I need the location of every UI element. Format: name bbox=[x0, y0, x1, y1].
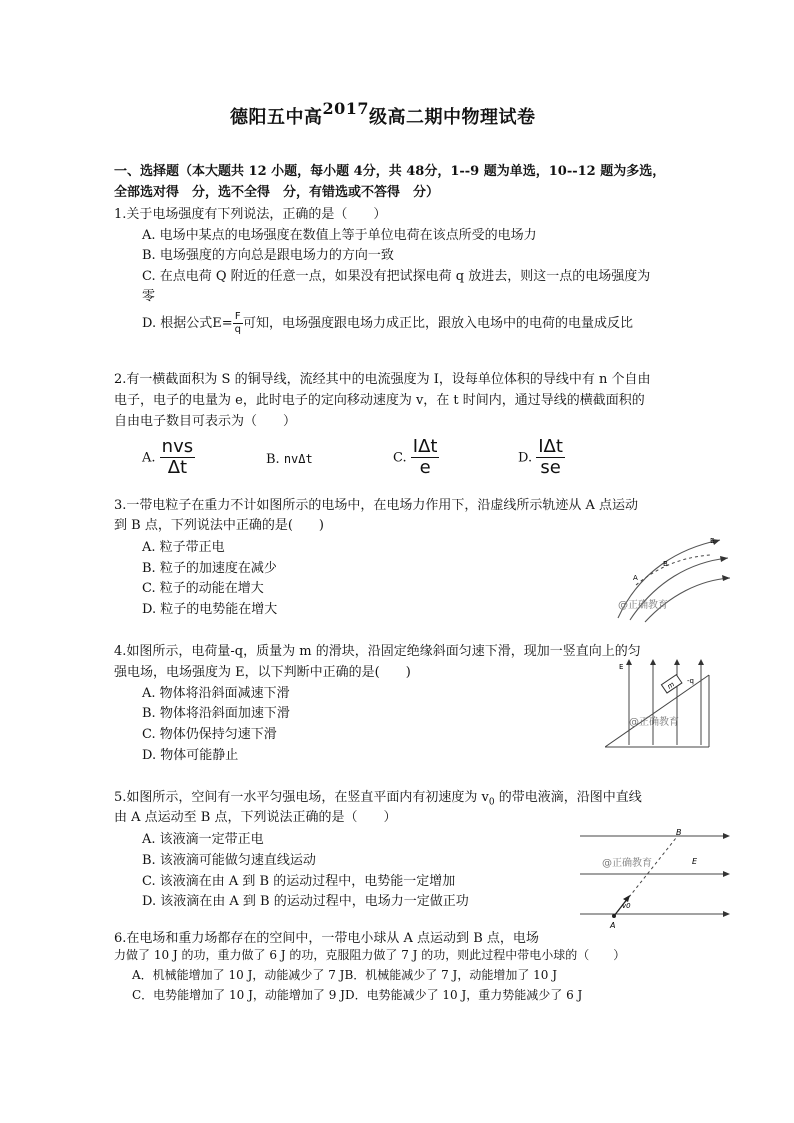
q5-line1 bbox=[114, 786, 642, 808]
page-title bbox=[230, 99, 536, 129]
q5-line1-pre: 5.如图所示，空间有一水平匀强电场，在竖直平面内有初速度为 v bbox=[114, 790, 489, 805]
field-arrow bbox=[650, 659, 656, 665]
q5-line1-sub: 0 bbox=[488, 797, 495, 808]
q4-line2: 强电场，电场强度为 E，以下判断中正确的是( ) bbox=[114, 665, 411, 680]
q4-option-d: D. 物体可能静止 bbox=[142, 748, 239, 763]
q1-d-prefix: D. 根据公式E= bbox=[142, 316, 233, 331]
q3-option-a: A. 粒子带正电 bbox=[142, 540, 225, 555]
q2-a-denominator: Δt bbox=[167, 456, 188, 478]
q5-option-a: A. 该液滴一定带正电 bbox=[142, 832, 264, 847]
q2-c-label: C. bbox=[393, 450, 407, 466]
point-a bbox=[612, 914, 616, 918]
q6-line2: 力做了 10 J 的功，重力做了 6 J 的功，克服阻力做了 7 J 的功，则此过程中带电小球的（ ） bbox=[114, 948, 626, 962]
q2-option-c bbox=[393, 438, 439, 478]
q2-c-formula bbox=[411, 438, 440, 478]
q2-line2: 电子，电子的电量为 e，此时电子的定向移动速度为 v，在 t 时间内，通过导线的横截面积的 bbox=[114, 393, 645, 408]
field-arrow bbox=[723, 911, 730, 917]
q4-option-c: C. 物体仍保持匀速下滑 bbox=[142, 727, 277, 742]
q2-option-b bbox=[266, 452, 313, 467]
q2-c-numerator: IΔt bbox=[412, 436, 438, 457]
q6-options-ab: A．机械能增加了 10 J，动能减少了 7 JB．机械能减少了 7 J，动能增加了 10 J bbox=[132, 968, 558, 982]
q5-figure bbox=[580, 826, 735, 931]
field-arrow bbox=[720, 556, 728, 562]
section-header-line1: 一、选择题（本大题共 12 小题，每小题 4分，共 48分，1--9 题为单选，10--12 题为多选， bbox=[114, 164, 666, 179]
q2-d-denominator: se bbox=[540, 456, 561, 478]
q1-d-formula bbox=[233, 312, 243, 335]
title-suffix: 级高二期中物理试卷 bbox=[369, 107, 536, 128]
q2-option-a bbox=[142, 438, 195, 478]
q1-option-c-line1: C. 在点电荷 Q 附近的任意一点，如果没有把试探电荷 q 放进去，则这一点的电场强度为 bbox=[142, 269, 651, 284]
q4-label-e: E bbox=[619, 663, 624, 671]
q1-d-numerator: F bbox=[234, 311, 241, 323]
q4-label-m: m bbox=[665, 680, 676, 691]
q5-line1-post: 的带电液滴，沿图中直线 bbox=[494, 790, 642, 805]
q3-label-a: A bbox=[633, 574, 638, 582]
q2-line3: 自由电子数目可表示为（ ） bbox=[114, 414, 297, 429]
q3-option-c: C. 粒子的动能在增大 bbox=[142, 581, 264, 596]
q3-line2: 到 B 点，下列说法中正确的是( ) bbox=[114, 518, 324, 533]
q4-figure bbox=[605, 655, 715, 750]
q5-option-c: C. 该液滴在由 A 到 B 的运动过程中，电势能一定增加 bbox=[142, 874, 456, 889]
title-year: 2017 bbox=[322, 99, 370, 118]
q2-a-formula bbox=[160, 438, 195, 478]
q3-line1: 3.一带电粒子在重力不计如图所示的电场中，在电场力作用下，沿虚线所示轨迹从 A 点运动 bbox=[114, 498, 639, 513]
q5-line2: 由 A 点运动至 B 点，下列说法正确的是（ ） bbox=[114, 810, 397, 825]
q2-d-formula bbox=[536, 438, 565, 478]
q4-line1: 4.如图所示，电荷量-q，质量为 m 的滑块，沿固定绝缘斜面匀速下滑，现加一竖直向上的匀 bbox=[114, 644, 641, 659]
slider-block bbox=[661, 675, 682, 693]
q2-option-d bbox=[518, 438, 565, 478]
q3-figure bbox=[600, 530, 735, 625]
velocity-arrowhead bbox=[623, 895, 630, 902]
q5-label-e: E bbox=[692, 857, 698, 866]
section-header-line2: 全部选对得 分，选不全得 分，有错选或不答得 分） bbox=[114, 185, 440, 200]
field-arrow bbox=[722, 575, 730, 581]
q2-d-label: D. bbox=[518, 450, 533, 466]
q4-option-b: B. 物体将沿斜面加速下滑 bbox=[142, 706, 290, 721]
field-arrow bbox=[698, 659, 704, 665]
q5-option-b: B. 该液滴可能做匀速直线运动 bbox=[142, 853, 316, 868]
q2-line1: 2.有一横截面积为 S 的铜导线，流经其中的电流强度为 I，设每单位体积的导线中有 n 个自由 bbox=[114, 372, 651, 387]
q3-option-b: B. 粒子的加速度在减少 bbox=[142, 561, 277, 576]
q3-watermark: @正确教育 bbox=[618, 600, 668, 611]
q4-option-a: A. 物体将沿斜面减速下滑 bbox=[142, 686, 290, 701]
q6-line1: 6.在电场和重力场都存在的空间中，一带电小球从 A 点运动到 B 点，电场 bbox=[114, 931, 539, 946]
q3-option-d: D. 粒子的电势能在增大 bbox=[142, 602, 278, 617]
q5-option-d: D. 该液滴在由 A 到 B 的运动过程中，电场力一定做正功 bbox=[142, 894, 469, 909]
q3-label-e: E bbox=[710, 537, 715, 545]
q1-d-suffix: 可知，电场强度跟电场力成正比，跟放入电场中的电荷的电量成反比 bbox=[242, 316, 633, 331]
q5-watermark: @正确教育 bbox=[602, 858, 652, 869]
trajectory-path bbox=[636, 555, 710, 585]
field-arrow bbox=[674, 659, 680, 665]
field-arrow bbox=[626, 659, 632, 665]
q2-a-label: A. bbox=[142, 450, 156, 466]
q5-label-v: v0 bbox=[622, 902, 631, 910]
field-arrow bbox=[723, 871, 730, 877]
field-arrow bbox=[723, 833, 730, 839]
incline-line bbox=[605, 675, 709, 747]
q5-label-a: A bbox=[610, 921, 616, 930]
q2-d-numerator: IΔt bbox=[538, 436, 563, 457]
title-prefix: 德阳五中高 bbox=[230, 107, 323, 128]
q3-label-b: B bbox=[663, 560, 668, 568]
q1-stem: 1.关于电场强度有下列说法，正确的是（ ） bbox=[114, 207, 387, 222]
q6-options-cd: C．电势能增加了 10 J，动能增加了 9 JD．电势能减少了 10 J，重力势能减少了 6 J bbox=[132, 988, 583, 1002]
q1-option-a: A. 电场中某点的电场强度在数值上等于单位电荷在该点所受的电场力 bbox=[142, 228, 537, 243]
q2-a-numerator: nvs bbox=[161, 436, 194, 457]
q1-option-c-line2: 零 bbox=[142, 289, 156, 304]
q1-option-d bbox=[142, 312, 633, 335]
q4-watermark: @正确教育 bbox=[629, 717, 679, 728]
q2-b-label: B. bbox=[266, 452, 280, 467]
q4-label-q: -q bbox=[687, 677, 694, 685]
q1-d-denominator: q bbox=[234, 323, 241, 335]
q2-c-denominator: e bbox=[419, 456, 431, 478]
q2-b-text: nvΔt bbox=[283, 452, 313, 466]
q5-label-b: B bbox=[676, 828, 682, 837]
q1-option-b: B. 电场强度的方向总是跟电场力的方向一致 bbox=[142, 248, 394, 263]
